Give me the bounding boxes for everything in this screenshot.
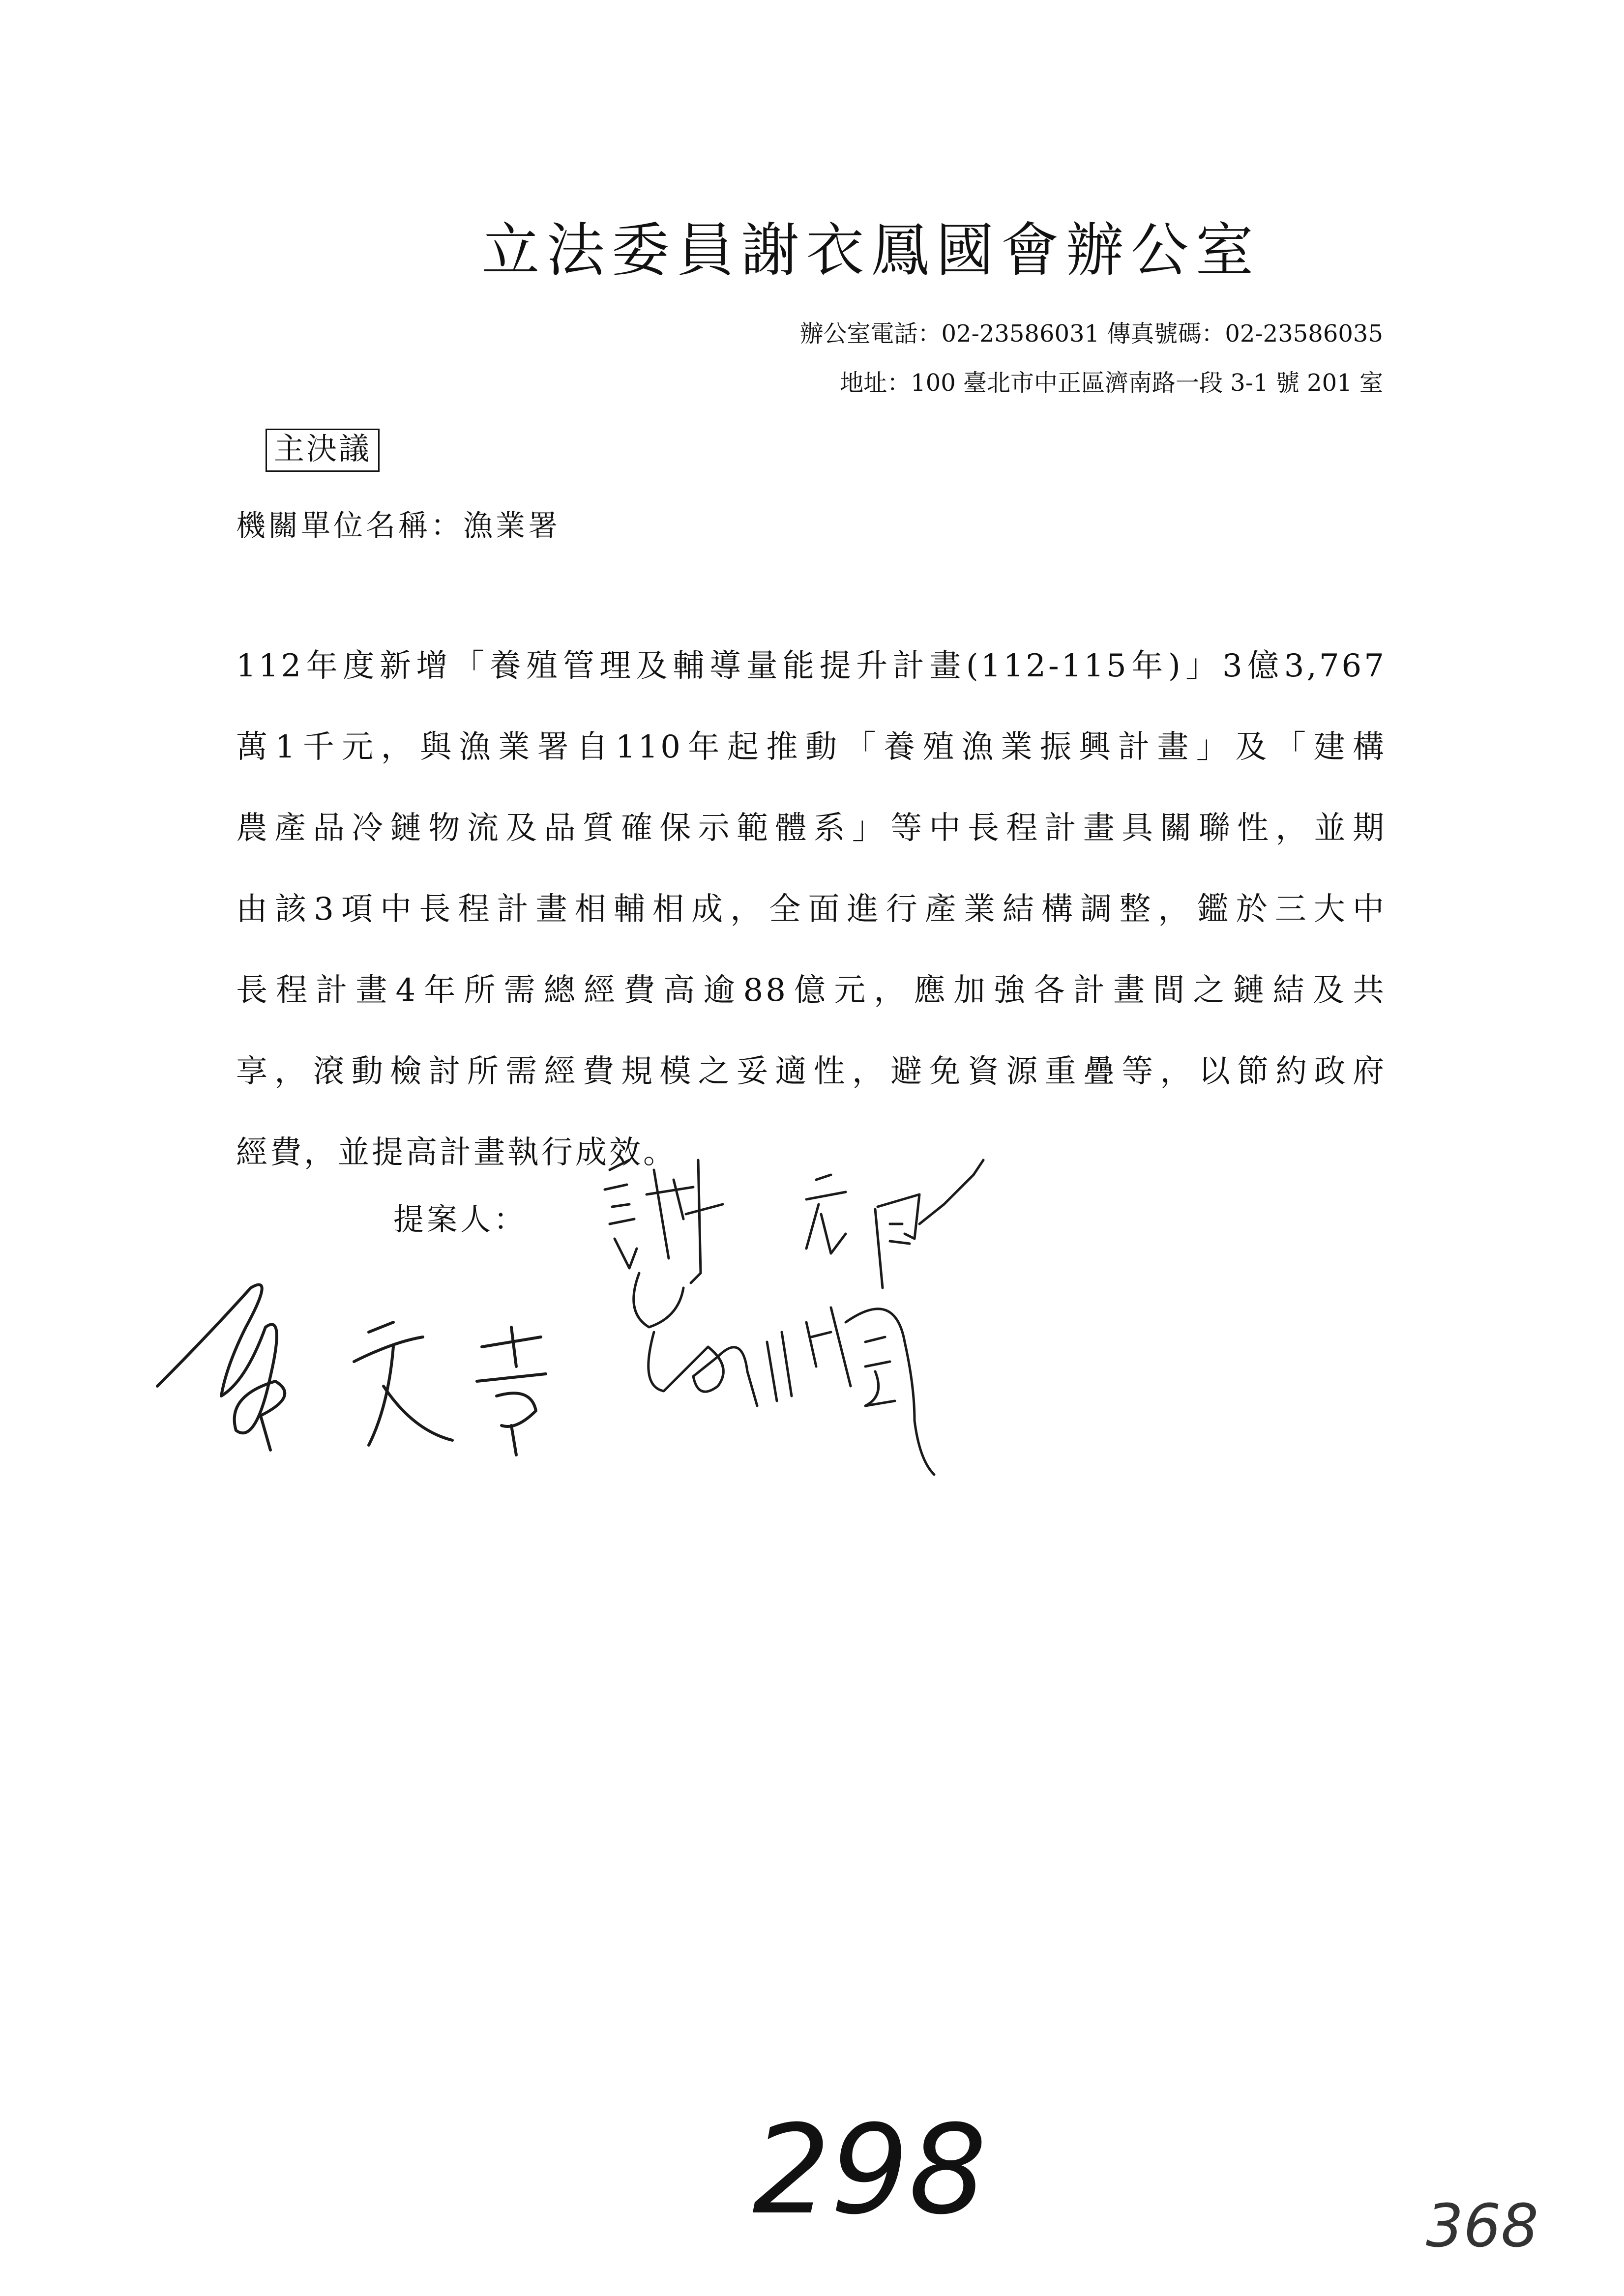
office-phone-fax: 辦公室電話：02-23586031 傳真號碼：02-23586035 [799, 320, 1383, 348]
resolution-type-tag: 主決議 [266, 429, 380, 472]
stamp-number: 368 [1426, 2192, 1539, 2261]
proposer-label: 提案人： [393, 1201, 528, 1237]
office-address: 地址：100 臺北市中正區濟南路一段 3-1 號 201 室 [840, 369, 1383, 397]
body-line: 農產品冷鏈物流及品質確保示範體系」等中長程計畫具關聯性，並期 [236, 810, 1387, 846]
signature-2 [138, 1268, 580, 1475]
resolution-body [236, 639, 1387, 1207]
agency-name: 機關單位名稱：漁業署 [236, 509, 561, 543]
body-line: 由該3項中長程計畫相輔相成，全面進行產業結構調整，鑑於三大中 [236, 891, 1387, 928]
body-line: 112年度新增「養殖管理及輔導量能提升計畫(112-115年)」3億3,767 [236, 648, 1387, 684]
body-line: 經費，並提高計畫執行成效。 [236, 1134, 677, 1171]
body-line: 萬1千元，與漁業署自110年起推動「養殖漁業振興計畫」及「建構 [236, 729, 1387, 765]
body-line: 長程計畫4年所需總經費高逾88億元，應加強各計畫間之鏈結及共 [236, 972, 1387, 1009]
office-title: 立法委員謝衣鳳國會辦公室 [481, 216, 1261, 284]
signature-3 [620, 1258, 1003, 1484]
body-line: 享，滾動檢討所需經費規模之妥適性，避免資源重疊等，以節約政府 [236, 1053, 1387, 1090]
page-number: 298 [752, 2098, 987, 2241]
